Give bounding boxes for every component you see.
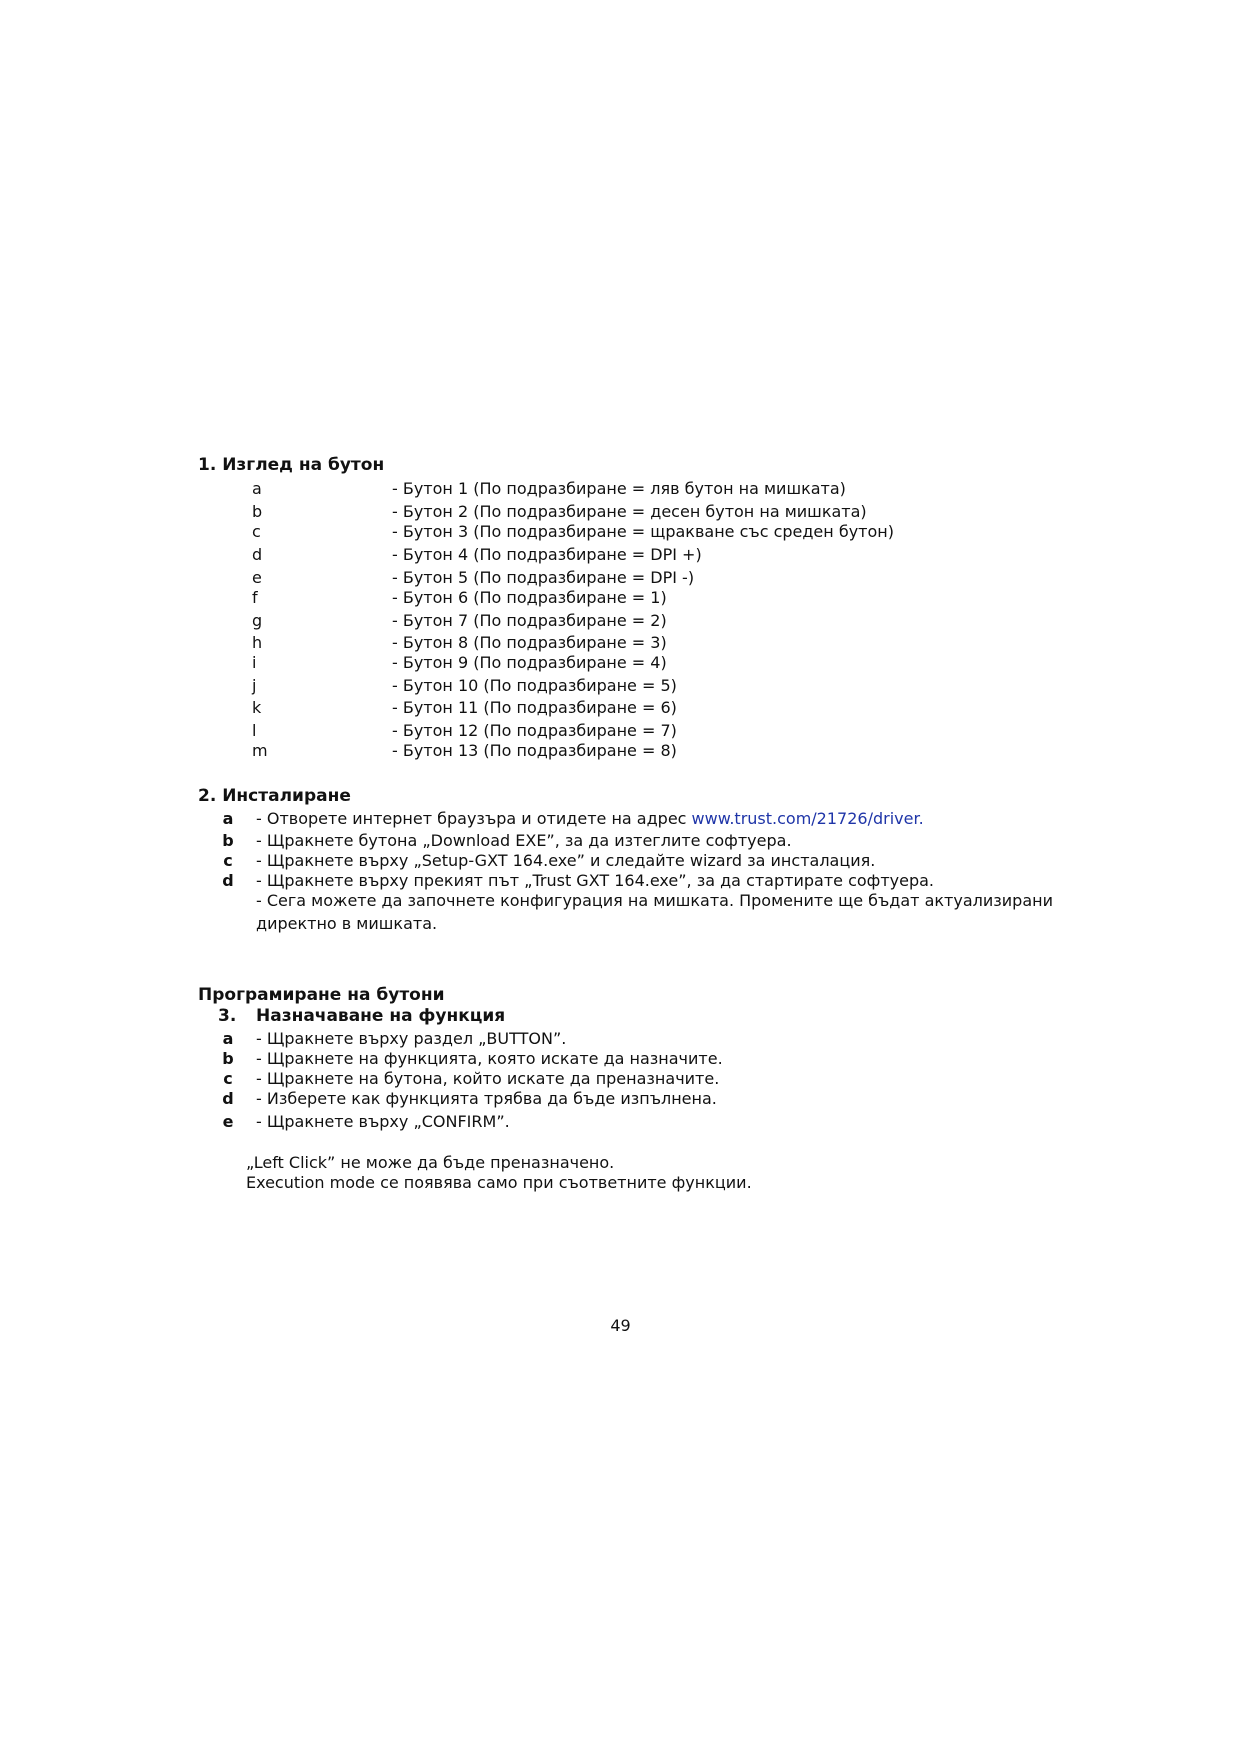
- subsection-number: 3.: [218, 1006, 237, 1026]
- item-text: - Бутон 8 (По подразбиране = 3): [392, 633, 667, 652]
- item-letter: c: [223, 851, 233, 870]
- item-letter: a: [222, 809, 234, 828]
- item-letter: e: [252, 568, 262, 587]
- section3-note-line1: „Left Click” не може да бъде преназначено.: [246, 1153, 615, 1172]
- item-text: - Бутон 6 (По подразбиране = 1): [392, 588, 667, 607]
- item-letter: d: [222, 871, 234, 890]
- item-text: - Бутон 13 (По подразбиране = 8): [392, 741, 677, 760]
- item-text: - Бутон 3 (По подразбиране = щракване със среден бутон): [392, 522, 894, 541]
- item-letter: b: [222, 1049, 234, 1068]
- item-letter: l: [252, 721, 257, 740]
- item-letter: i: [252, 653, 257, 672]
- item-letter: k: [252, 698, 262, 717]
- item-text: [256, 809, 924, 829]
- item-letter: b: [252, 502, 263, 521]
- item-text: - Щракнете на функцията, която искате да назначите.: [256, 1049, 723, 1068]
- item-letter: d: [252, 545, 263, 564]
- item-text: - Бутон 11 (По подразбиране = 6): [392, 698, 677, 717]
- item-letter: j: [252, 676, 257, 695]
- item-letter: e: [222, 1112, 234, 1131]
- item-text: - Бутон 9 (По подразбиране = 4): [392, 653, 667, 672]
- item-text: - Бутон 1 (По подразбиране = ляв бутон на мишката): [392, 479, 846, 498]
- item-letter: g: [252, 611, 263, 630]
- section3-title: Програмиране на бутони: [198, 985, 445, 1005]
- item-text: - Бутон 7 (По подразбиране = 2): [392, 611, 667, 630]
- item-letter: b: [222, 831, 234, 850]
- item-text: - Щракнете върху „CONFIRM”.: [256, 1112, 510, 1131]
- item-text: - Бутон 4 (По подразбиране = DPI +): [392, 545, 702, 564]
- item-letter: c: [223, 1069, 233, 1088]
- section2-note-line1: - Сега можете да започнете конфигурация на мишката. Промените ще бъдат актуализирани: [256, 891, 1053, 910]
- item-letter: m: [252, 741, 268, 760]
- item-text: - Изберете как функцията трябва да бъде изпълнена.: [256, 1089, 717, 1108]
- section3-note-line2: Execution mode се появява само при съответните функции.: [246, 1173, 752, 1192]
- item-letter: h: [252, 633, 263, 652]
- subsection-title: Назначаване на функция: [256, 1006, 506, 1026]
- section2-title: 2. Инсталиране: [198, 786, 351, 806]
- section2-note-line2: директно в мишката.: [256, 914, 438, 933]
- item-text: - Бутон 5 (По подразбиране = DPI -): [392, 568, 695, 587]
- item-text: - Бутон 12 (По подразбиране = 7): [392, 721, 677, 740]
- item-text-body: - Отворете интернет браузъра и отидете на адрес: [256, 809, 692, 828]
- item-letter: c: [252, 522, 261, 541]
- page-number: 49: [610, 1316, 631, 1335]
- driver-link[interactable]: www.trust.com/21726/driver.: [691, 809, 924, 828]
- section1-title: 1. Изглед на бутон: [198, 455, 385, 475]
- item-letter: a: [252, 479, 262, 498]
- item-text: - Бутон 10 (По подразбиране = 5): [392, 676, 677, 695]
- item-text: - Щракнете бутона „Download EXE”, за да изтеглите софтуера.: [256, 831, 792, 850]
- item-letter: a: [222, 1029, 234, 1048]
- item-text: - Щракнете върху раздел „BUTTON”.: [256, 1029, 567, 1048]
- item-text: - Щракнете върху „Setup-GXT 164.exe” и следайте wizard за инсталация.: [256, 851, 876, 870]
- item-letter: f: [252, 588, 258, 607]
- item-text: - Щракнете на бутона, който искате да преназначите.: [256, 1069, 720, 1088]
- item-letter: d: [222, 1089, 234, 1108]
- item-text: - Бутон 2 (По подразбиране = десен бутон на мишката): [392, 502, 867, 521]
- item-text: - Щракнете върху прекият път „Trust GXT 164.exe”, за да стартирате софтуера.: [256, 871, 935, 890]
